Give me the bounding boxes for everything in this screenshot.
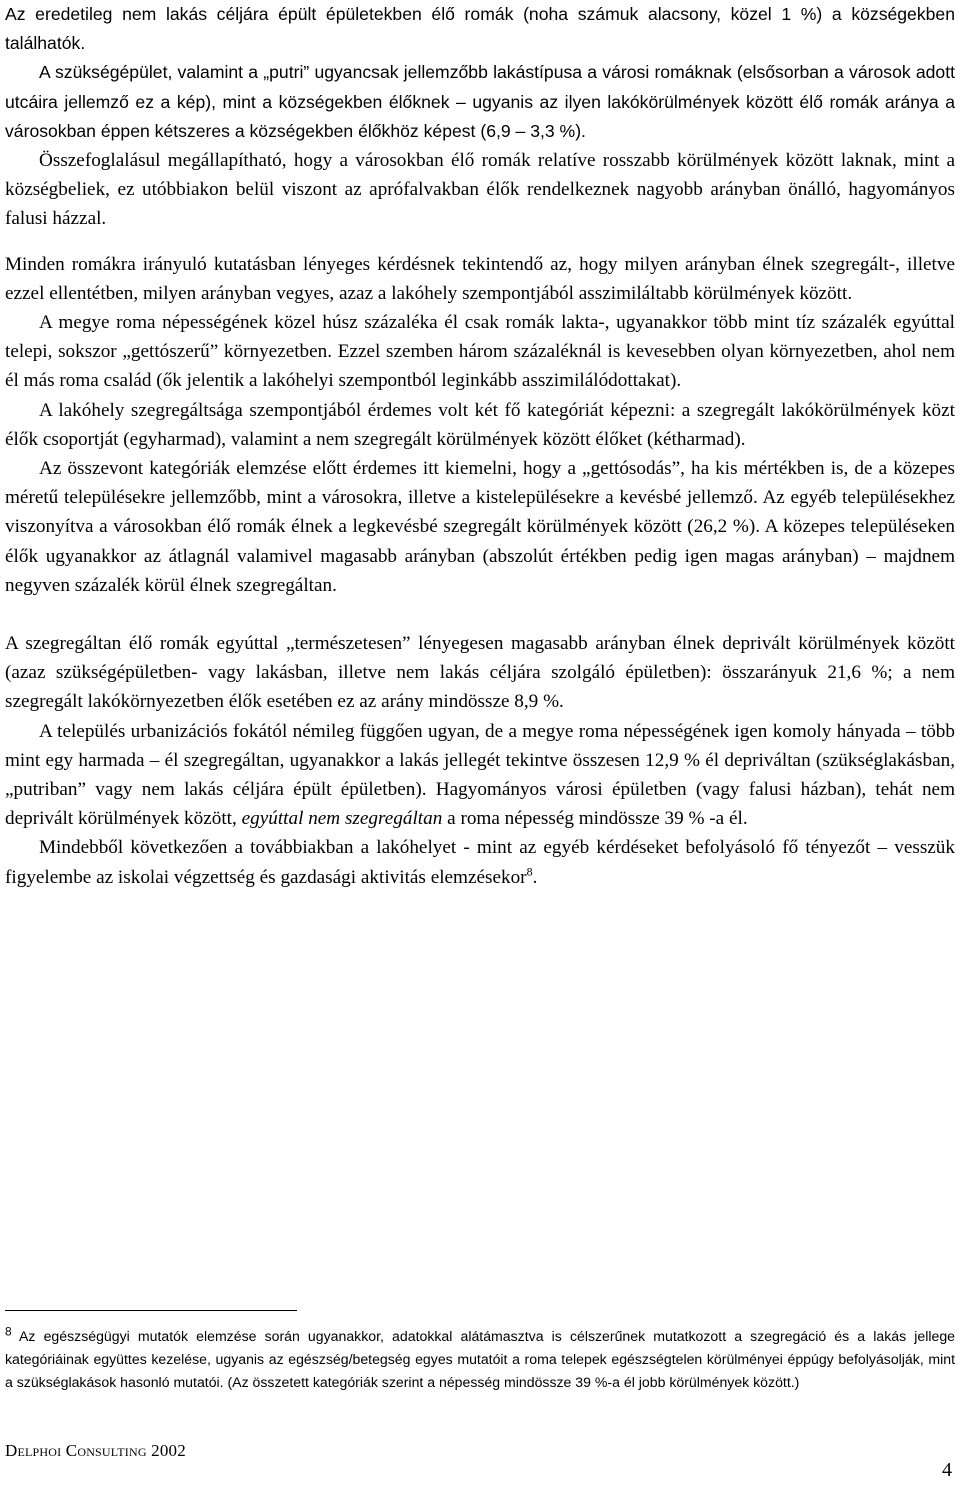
footnote-paragraph — [5, 1325, 955, 1394]
paragraph-4: Minden romákra irányuló kutatásban lényeges kérdésnek tekintendő az, hogy milyen arányban élnek szegregált-, illetve ezzel ellentétben, milyen arányban vegyes, azaz a lakóhely szempontjából asszimiláltabb körülmények között. — [5, 253, 955, 304]
paragraph-5: A megye roma népességének közel húsz százaléka él csak romák lakta-, ugyanakkor több mint tíz százalék egyúttal telepi, sokszor „gettószerű” környezetben. Ezzel szemben három százaléknál is kevesebben olyan környezetben, ahol nem él más roma család (ők jelentik a lakóhelyi szempontból leginkább asszimilálódottakat). — [5, 312, 955, 392]
paragraph-10 — [5, 833, 955, 891]
footer-year: 2002 — [151, 1441, 186, 1460]
paragraph-2: A szükségépület, valamint a „putri” ugyancsak jellemzőbb lakástípusa a városi romáknak (elsősorban a városok adott utcáira jellemző ez a kép), mint a községekben élőknek – ugyanis az ilyen lakókörülmények között élő romák aránya a városokban éppen kétszeres a községekben élőkhöz képest (6,9 – 3,3 %). — [5, 62, 955, 141]
page-footer — [5, 1441, 186, 1461]
footnote-marker: 8 — [5, 1324, 12, 1339]
paragraph-10-end: . — [532, 866, 538, 888]
paragraph-9-text-b: a roma népesség mindössze 39 % -a él. — [442, 808, 748, 830]
body-text — [5, 0, 955, 892]
paragraph-3: Összefoglalásul megállapítható, hogy a városokban élő romák relatíve rosszabb körülmények között laknak, mint a községbeliek, ez utóbbiakon belül viszont az aprófalvakban élők rendelkeznek nagyobb arányban önálló, hagyományos falusi házzal. — [5, 150, 955, 230]
paragraph-1: Az eredetileg nem lakás céljára épült épületekben élő romák (noha számuk alacsony, közel 1 %) a községekben találhatók. — [5, 4, 955, 54]
footnote-text: Az egészségügyi mutatók elemzése során ugyanakkor, adatokkal alátámasztva is célszerűnek mutatkozott a szegregáció és a lakás jellege kategóriáinak együttes kezelése, ugyanis az egészség/betegség egyes mutatóit a roma telepek egészségtelen körülményei éppúgy befolyásolják, mint a szükséglakások hasonló mutatói. (Az összetett kategóriák szerint a népesség mindössze 39 %-a él jobb körülmények között.) — [5, 1328, 955, 1390]
paragraph-6: A lakóhely szegregáltsága szempontjából érdemes volt két fő kategóriát képezni: a szegregált lakókörülmények közt élők csoportját (egyharmad), valamint a nem szegregált körülmények között élőket (kétharmad). — [5, 399, 955, 450]
footnote-reference[interactable]: 8 — [526, 864, 533, 879]
paragraph-8: A szegregáltan élő romák egyúttal „természetesen” lényegesen magasabb arányban élnek deprivált körülmények között (azaz szükségépületben- vagy lakásban, illetve nem lakás céljára szolgáló épületben): összarányuk 21,6 %; a nem szegregált lakókörnyezetben élők esetében ez az arány mindössze 8,9 %. — [5, 633, 955, 713]
page-number: 4 — [942, 1459, 952, 1481]
paragraph-9-emphasis: egyúttal nem szegregáltan — [241, 808, 443, 830]
paragraph-9 — [5, 717, 955, 834]
paragraph-10-text: Mindebből következően a továbbiakban a lakóhelyet - mint az egyéb kérdéseket befolyásoló fő tényezőt – vesszük figyelembe az iskolai végzettség és gazdasági aktivitás elemzésekor — [5, 837, 955, 888]
footnote — [5, 1325, 955, 1394]
paragraph-9-text-a: A település urbanizációs fokától némileg függően ugyan, de a megye roma népességének igen komoly hányada – több mint egy harmada – él szegregáltan, ugyanakkor a lakás jellegét tekintve összesen 12,9 % él depriváltan (szükséglakásban, „putriban” vagy nem lakás céljára épült épületben). Hagyományos városi épületben (vagy falusi házban), tehát nem deprivált körülmények között, — [5, 720, 955, 830]
paragraph-7: Az összevont kategóriák elemzése előtt érdemes itt kiemelni, hogy a „gettósodás”, ha kis mértékben is, de a közepes méretű településekre jellemzőbb, mint a városokra, illetve a kistelepülésekre a kevésbé jellemző. Az egyéb településekhez viszonyítva a városokban élő romák élnek a legkevésbé szegregált körülmények között (26,2 %). A közepes településeken élők ugyanakkor az átlagnál valamivel magasabb arányban (abszolút értékben pedig igen magas arányban) – majdnem negyven százalék körül élnek szegregáltan. — [5, 458, 955, 596]
footer-publisher: Delphoi Consulting — [5, 1441, 147, 1460]
footnote-separator — [5, 1310, 297, 1311]
